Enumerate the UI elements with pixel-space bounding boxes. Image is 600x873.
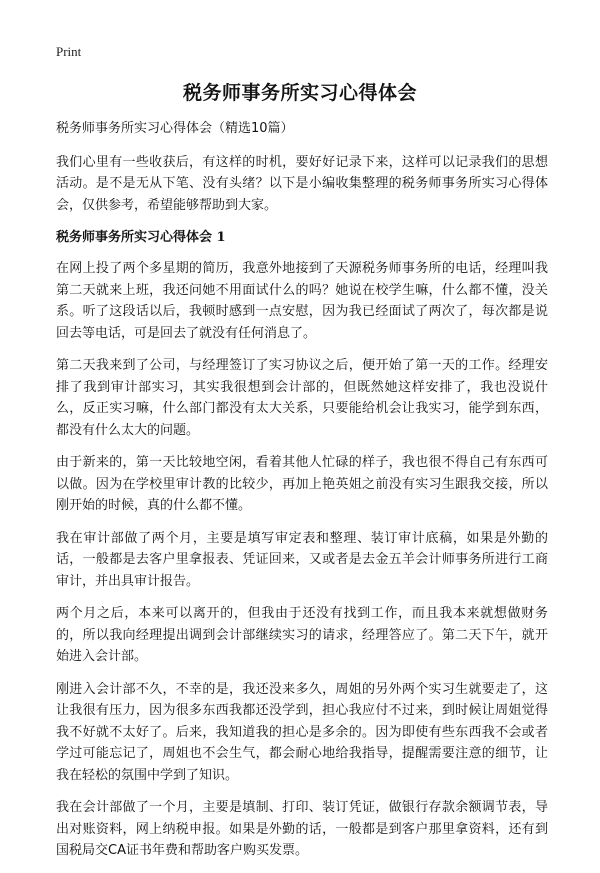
- body-paragraph: 我在会计部做了一个月，主要是填制、打印、装订凭证，做银行存款余额调节表，导出对账资料，网上纳税申报。如果是外勤的话，一般都是到客户那里拿资料，还有到国税局交CA证书年费和帮助客户购买发票。: [56, 800, 548, 858]
- intro-paragraph: 我们心里有一些收获后，有这样的时机，要好好记录下来，这样可以记录我们的思想活动。是不是无从下笔、没有头绪？以下是小编收集整理的税务师事务所实习心得体会，仅供参考，希望能够帮助到大家。: [56, 154, 548, 213]
- body-paragraph: 两个月之后，本来可以离开的，但我由于还没有找到工作，而且我本来就想做财务的，所以我向经理提出调到会计部继续实习的请求，经理答应了。第二天下午，就开始进入会计部。: [56, 606, 548, 664]
- print-link[interactable]: Print: [56, 44, 82, 59]
- body-paragraph: 第二天我来到了公司，与经理签订了实习协议之后，便开始了第一天的工作。经理安排了我到审计部实习，其实我很想到会计部的，但既然她这样安排了，我也没说什么，反正实习嘛，什么部门都没有太大关系，只要能给机会让我实习，能学到东西，都没有什么太大的问题。: [56, 358, 548, 438]
- document-subtitle: 税务师事务所实习心得体会（精选10篇）: [56, 121, 294, 136]
- body-paragraph: 刚进入会计部不久，不幸的是，我还没来多久，周姐的另外两个实习生就要走了，这让我很有压力，因为很多东西我都还没学到，担心我应付不过来，到时候让周姐觉得我不好就不太好了。后来，我知道我的担心是多余的。因为即使有些东西我不会或者学过可能忘记了，周姐也不会生气，都会耐心地给我指导，提醒需要注意的细节，让我在轻松的氛围中学到了知识。: [56, 681, 548, 783]
- document-body: [56, 118, 548, 873]
- section-heading: 税务师事务所实习心得体会 1: [56, 230, 226, 245]
- body-paragraph: 在网上投了两个多星期的简历，我意外地接到了天源税务师事务所的电话，经理叫我第二天就来上班，我还问她不用面试什么的吗？她说在校学生嘛，什么都不懂，没关系。听了这段话以后，我顿时感到一点安慰，因为我已经面试了两次了，每次都是说回去等电话，可是回去了就没有任何消息了。: [56, 261, 548, 341]
- body-paragraph: 我在审计部做了两个月，主要是填写审定表和整理、装订审计底稿，如果是外勤的话，一般都是去客户里拿报表、凭证回来，又或者是去金五羊会计师事务所进行工商审计，并出具审计报告。: [56, 530, 548, 589]
- body-paragraph: 由于新来的，第一天比较地空闲，看着其他人忙碌的样子，我也很不得自己有东西可以做。因为在学校里审计教的比较少，再加上艳英姐之前没有实习生跟我交接，所以刚开始的时候，真的什么都不懂。: [56, 455, 548, 513]
- document-title: 税务师事务所实习心得体会: [182, 82, 417, 104]
